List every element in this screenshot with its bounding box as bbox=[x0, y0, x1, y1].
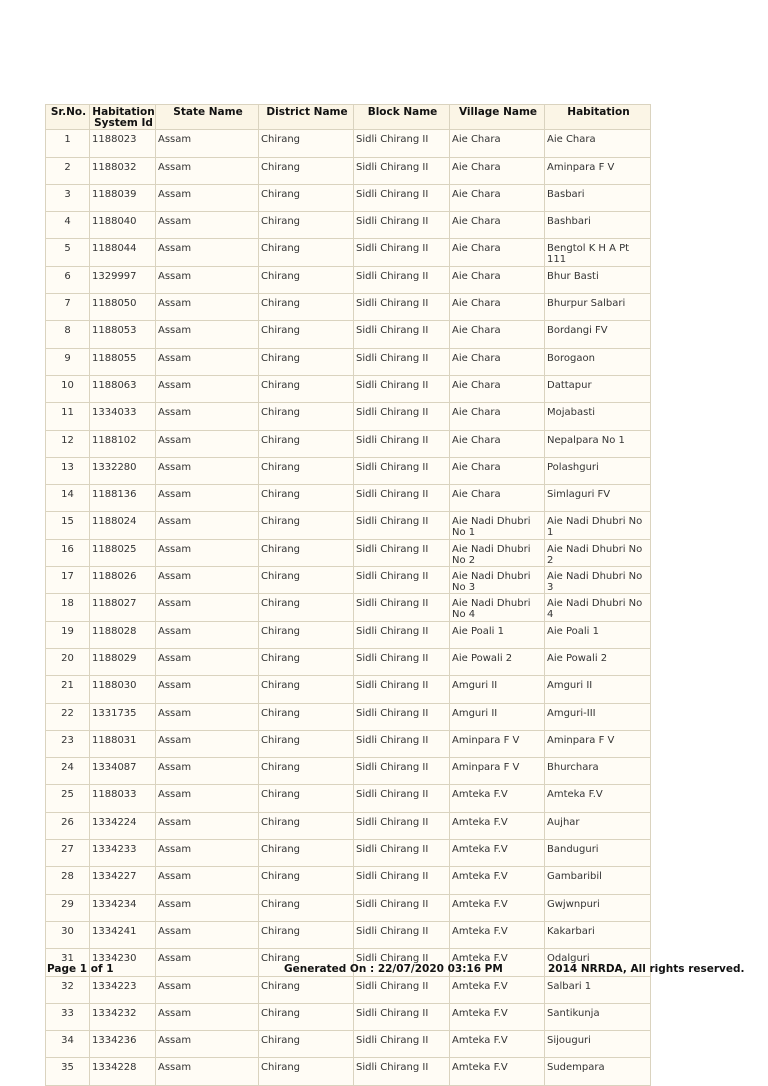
block-name-cell: Sidli Chirang II bbox=[354, 512, 450, 539]
sr-no-cell: 16 bbox=[46, 539, 90, 566]
block-name-cell: Sidli Chirang II bbox=[354, 621, 450, 648]
table-row bbox=[46, 812, 651, 839]
block-name-cell: Sidli Chirang II bbox=[354, 812, 450, 839]
table-row bbox=[46, 266, 651, 293]
block-name-cell: Sidli Chirang II bbox=[354, 921, 450, 948]
state-name-cell: Assam bbox=[156, 212, 259, 239]
village-name-cell: Aie Nadi Dhubri No 1 bbox=[450, 512, 545, 539]
habitation-cell: Bengtol K H A Pt 111 bbox=[545, 239, 651, 266]
district-name-cell: Chirang bbox=[259, 703, 354, 730]
sr-no-cell: 1 bbox=[46, 130, 90, 157]
block-name-cell: Sidli Chirang II bbox=[354, 676, 450, 703]
table-row bbox=[46, 648, 651, 675]
village-name-cell: Aie Chara bbox=[450, 375, 545, 402]
table-row bbox=[46, 485, 651, 512]
village-name-cell: Aie Powali 2 bbox=[450, 648, 545, 675]
state-name-cell: Assam bbox=[156, 785, 259, 812]
district-name-cell: Chirang bbox=[259, 266, 354, 293]
habitation-id-cell: 1188028 bbox=[90, 621, 156, 648]
state-name-cell: Assam bbox=[156, 621, 259, 648]
village-name-cell: Aie Chara bbox=[450, 348, 545, 375]
district-name-cell: Chirang bbox=[259, 157, 354, 184]
block-name-cell: Sidli Chirang II bbox=[354, 976, 450, 1003]
sr-no-cell: 34 bbox=[46, 1031, 90, 1058]
village-name-cell: Amteka F.V bbox=[450, 840, 545, 867]
habitation-cell: Bordangi FV bbox=[545, 321, 651, 348]
village-name-cell: Aminpara F V bbox=[450, 758, 545, 785]
state-name-cell: Assam bbox=[156, 758, 259, 785]
village-name-cell: Aie Chara bbox=[450, 403, 545, 430]
habitation-id-cell: 1188030 bbox=[90, 676, 156, 703]
habitation-cell: Aujhar bbox=[545, 812, 651, 839]
block-name-cell: Sidli Chirang II bbox=[354, 1031, 450, 1058]
state-name-cell: Assam bbox=[156, 894, 259, 921]
district-name-cell: Chirang bbox=[259, 567, 354, 594]
habitation-id-cell: 1188023 bbox=[90, 130, 156, 157]
habitation-cell: Borogaon bbox=[545, 348, 651, 375]
state-name-cell: Assam bbox=[156, 266, 259, 293]
village-name-cell: Amteka F.V bbox=[450, 785, 545, 812]
district-name-cell: Chirang bbox=[259, 840, 354, 867]
block-name-cell: Sidli Chirang II bbox=[354, 758, 450, 785]
habitation-id-cell: 1188044 bbox=[90, 239, 156, 266]
sr-no-cell: 26 bbox=[46, 812, 90, 839]
village-name-cell: Aie Nadi Dhubri No 4 bbox=[450, 594, 545, 621]
table-row bbox=[46, 157, 651, 184]
village-name-cell: Aie Poali 1 bbox=[450, 621, 545, 648]
habitation-table bbox=[45, 104, 651, 1086]
col-header-habitation: Habitation bbox=[545, 105, 651, 130]
table-row bbox=[46, 1031, 651, 1058]
table-row bbox=[46, 457, 651, 484]
state-name-cell: Assam bbox=[156, 512, 259, 539]
district-name-cell: Chirang bbox=[259, 539, 354, 566]
district-name-cell: Chirang bbox=[259, 921, 354, 948]
village-name-cell: Amguri II bbox=[450, 676, 545, 703]
table-row bbox=[46, 840, 651, 867]
habitation-cell: Santikunja bbox=[545, 1003, 651, 1030]
block-name-cell: Sidli Chirang II bbox=[354, 785, 450, 812]
sr-no-cell: 5 bbox=[46, 239, 90, 266]
sr-no-cell: 19 bbox=[46, 621, 90, 648]
village-name-cell: Aie Chara bbox=[450, 485, 545, 512]
habitation-cell: Bhur Basti bbox=[545, 266, 651, 293]
district-name-cell: Chirang bbox=[259, 1058, 354, 1085]
state-name-cell: Assam bbox=[156, 348, 259, 375]
habitation-cell: Aie Nadi Dhubri No 2 bbox=[545, 539, 651, 566]
sr-no-cell: 31 bbox=[46, 949, 90, 976]
habitation-id-cell: 1334227 bbox=[90, 867, 156, 894]
sr-no-cell: 9 bbox=[46, 348, 90, 375]
habitation-id-cell: 1188032 bbox=[90, 157, 156, 184]
state-name-cell: Assam bbox=[156, 239, 259, 266]
sr-no-cell: 18 bbox=[46, 594, 90, 621]
state-name-cell: Assam bbox=[156, 703, 259, 730]
habitation-cell: Dattapur bbox=[545, 375, 651, 402]
habitation-cell: Bashbari bbox=[545, 212, 651, 239]
habitation-id-cell: 1188050 bbox=[90, 294, 156, 321]
village-name-cell: Amteka F.V bbox=[450, 1003, 545, 1030]
block-name-cell: Sidli Chirang II bbox=[354, 212, 450, 239]
sr-no-cell: 12 bbox=[46, 430, 90, 457]
village-name-cell: Aie Chara bbox=[450, 239, 545, 266]
state-name-cell: Assam bbox=[156, 539, 259, 566]
village-name-cell: Aie Nadi Dhubri No 2 bbox=[450, 539, 545, 566]
block-name-cell: Sidli Chirang II bbox=[354, 703, 450, 730]
district-name-cell: Chirang bbox=[259, 1003, 354, 1030]
village-name-cell: Aie Chara bbox=[450, 157, 545, 184]
table-row bbox=[46, 239, 651, 266]
table-row bbox=[46, 130, 651, 157]
district-name-cell: Chirang bbox=[259, 594, 354, 621]
district-name-cell: Chirang bbox=[259, 457, 354, 484]
habitation-id-cell: 1188039 bbox=[90, 184, 156, 211]
habitation-id-cell: 1334228 bbox=[90, 1058, 156, 1085]
state-name-cell: Assam bbox=[156, 867, 259, 894]
col-header-sr-no: Sr.No. bbox=[46, 105, 90, 130]
village-name-cell: Amteka F.V bbox=[450, 949, 545, 976]
sr-no-cell: 27 bbox=[46, 840, 90, 867]
district-name-cell: Chirang bbox=[259, 812, 354, 839]
district-name-cell: Chirang bbox=[259, 676, 354, 703]
habitation-id-cell: 1329997 bbox=[90, 266, 156, 293]
sr-no-cell: 23 bbox=[46, 730, 90, 757]
block-name-cell: Sidli Chirang II bbox=[354, 348, 450, 375]
district-name-cell: Chirang bbox=[259, 512, 354, 539]
table-row bbox=[46, 184, 651, 211]
block-name-cell: Sidli Chirang II bbox=[354, 594, 450, 621]
block-name-cell: Sidli Chirang II bbox=[354, 840, 450, 867]
block-name-cell: Sidli Chirang II bbox=[354, 294, 450, 321]
table-row bbox=[46, 894, 651, 921]
habitation-id-cell: 1334233 bbox=[90, 840, 156, 867]
block-name-cell: Sidli Chirang II bbox=[354, 157, 450, 184]
district-name-cell: Chirang bbox=[259, 621, 354, 648]
habitation-cell: Aie Chara bbox=[545, 130, 651, 157]
state-name-cell: Assam bbox=[156, 130, 259, 157]
state-name-cell: Assam bbox=[156, 294, 259, 321]
habitation-cell: Bhurchara bbox=[545, 758, 651, 785]
village-name-cell: Amteka F.V bbox=[450, 1058, 545, 1085]
state-name-cell: Assam bbox=[156, 321, 259, 348]
sr-no-cell: 15 bbox=[46, 512, 90, 539]
village-name-cell: Amteka F.V bbox=[450, 894, 545, 921]
block-name-cell: Sidli Chirang II bbox=[354, 321, 450, 348]
block-name-cell: Sidli Chirang II bbox=[354, 567, 450, 594]
block-name-cell: Sidli Chirang II bbox=[354, 457, 450, 484]
sr-no-cell: 32 bbox=[46, 976, 90, 1003]
sr-no-cell: 4 bbox=[46, 212, 90, 239]
habitation-id-cell: 1188033 bbox=[90, 785, 156, 812]
state-name-cell: Assam bbox=[156, 840, 259, 867]
habitation-cell: Aie Nadi Dhubri No 3 bbox=[545, 567, 651, 594]
table-row bbox=[46, 867, 651, 894]
habitation-id-cell: 1334224 bbox=[90, 812, 156, 839]
state-name-cell: Assam bbox=[156, 1031, 259, 1058]
habitation-cell: Aie Powali 2 bbox=[545, 648, 651, 675]
sr-no-cell: 28 bbox=[46, 867, 90, 894]
col-header-village-name: Village Name bbox=[450, 105, 545, 130]
state-name-cell: Assam bbox=[156, 403, 259, 430]
village-name-cell: Amteka F.V bbox=[450, 867, 545, 894]
sr-no-cell: 17 bbox=[46, 567, 90, 594]
table-row bbox=[46, 512, 651, 539]
table-row bbox=[46, 730, 651, 757]
habitation-cell: Gambaribil bbox=[545, 867, 651, 894]
table-row bbox=[46, 676, 651, 703]
page-number: Page 1 of 1 bbox=[47, 963, 114, 975]
col-header-district-name: District Name bbox=[259, 105, 354, 130]
state-name-cell: Assam bbox=[156, 594, 259, 621]
block-name-cell: Sidli Chirang II bbox=[354, 730, 450, 757]
col-header-block-name: Block Name bbox=[354, 105, 450, 130]
state-name-cell: Assam bbox=[156, 184, 259, 211]
habitation-id-cell: 1188029 bbox=[90, 648, 156, 675]
village-name-cell: Aie Chara bbox=[450, 321, 545, 348]
block-name-cell: Sidli Chirang II bbox=[354, 1003, 450, 1030]
habitation-cell: Amteka F.V bbox=[545, 785, 651, 812]
village-name-cell: Aie Chara bbox=[450, 212, 545, 239]
sr-no-cell: 30 bbox=[46, 921, 90, 948]
habitation-id-cell: 1188027 bbox=[90, 594, 156, 621]
habitation-id-cell: 1332280 bbox=[90, 457, 156, 484]
state-name-cell: Assam bbox=[156, 921, 259, 948]
table-row bbox=[46, 1003, 651, 1030]
district-name-cell: Chirang bbox=[259, 785, 354, 812]
district-name-cell: Chirang bbox=[259, 184, 354, 211]
habitation-id-cell: 1334230 bbox=[90, 949, 156, 976]
habitation-id-cell: 1188053 bbox=[90, 321, 156, 348]
table-row bbox=[46, 539, 651, 566]
sr-no-cell: 7 bbox=[46, 294, 90, 321]
state-name-cell: Assam bbox=[156, 1003, 259, 1030]
table-row bbox=[46, 594, 651, 621]
state-name-cell: Assam bbox=[156, 1058, 259, 1085]
block-name-cell: Sidli Chirang II bbox=[354, 239, 450, 266]
sr-no-cell: 11 bbox=[46, 403, 90, 430]
sr-no-cell: 22 bbox=[46, 703, 90, 730]
sr-no-cell: 25 bbox=[46, 785, 90, 812]
table-row bbox=[46, 785, 651, 812]
block-name-cell: Sidli Chirang II bbox=[354, 403, 450, 430]
habitation-cell: Aie Nadi Dhubri No 1 bbox=[545, 512, 651, 539]
district-name-cell: Chirang bbox=[259, 403, 354, 430]
table-row bbox=[46, 758, 651, 785]
block-name-cell: Sidli Chirang II bbox=[354, 539, 450, 566]
habitation-cell: Salbari 1 bbox=[545, 976, 651, 1003]
sr-no-cell: 10 bbox=[46, 375, 90, 402]
table-row bbox=[46, 567, 651, 594]
habitation-id-cell: 1188136 bbox=[90, 485, 156, 512]
habitation-id-cell: 1334241 bbox=[90, 921, 156, 948]
sr-no-cell: 13 bbox=[46, 457, 90, 484]
block-name-cell: Sidli Chirang II bbox=[354, 130, 450, 157]
district-name-cell: Chirang bbox=[259, 894, 354, 921]
block-name-cell: Sidli Chirang II bbox=[354, 1058, 450, 1085]
sr-no-cell: 33 bbox=[46, 1003, 90, 1030]
block-name-cell: Sidli Chirang II bbox=[354, 485, 450, 512]
village-name-cell: Amteka F.V bbox=[450, 1031, 545, 1058]
district-name-cell: Chirang bbox=[259, 375, 354, 402]
habitation-id-cell: 1334033 bbox=[90, 403, 156, 430]
sr-no-cell: 14 bbox=[46, 485, 90, 512]
village-name-cell: Aie Chara bbox=[450, 184, 545, 211]
habitation-cell: Simlaguri FV bbox=[545, 485, 651, 512]
sr-no-cell: 29 bbox=[46, 894, 90, 921]
habitation-cell: Nepalpara No 1 bbox=[545, 430, 651, 457]
village-name-cell: Amteka F.V bbox=[450, 976, 545, 1003]
village-name-cell: Aie Chara bbox=[450, 294, 545, 321]
district-name-cell: Chirang bbox=[259, 648, 354, 675]
state-name-cell: Assam bbox=[156, 730, 259, 757]
block-name-cell: Sidli Chirang II bbox=[354, 375, 450, 402]
district-name-cell: Chirang bbox=[259, 949, 354, 976]
village-name-cell: Amteka F.V bbox=[450, 921, 545, 948]
table-row bbox=[46, 430, 651, 457]
village-name-cell: Aie Chara bbox=[450, 130, 545, 157]
habitation-cell: Aminpara F V bbox=[545, 730, 651, 757]
block-name-cell: Sidli Chirang II bbox=[354, 184, 450, 211]
habitation-id-cell: 1334223 bbox=[90, 976, 156, 1003]
village-name-cell: Aie Chara bbox=[450, 430, 545, 457]
state-name-cell: Assam bbox=[156, 567, 259, 594]
habitation-id-cell: 1188102 bbox=[90, 430, 156, 457]
district-name-cell: Chirang bbox=[259, 730, 354, 757]
block-name-cell: Sidli Chirang II bbox=[354, 430, 450, 457]
habitation-id-cell: 1188031 bbox=[90, 730, 156, 757]
habitation-id-cell: 1188040 bbox=[90, 212, 156, 239]
habitation-cell: Basbari bbox=[545, 184, 651, 211]
table-row bbox=[46, 976, 651, 1003]
sr-no-cell: 2 bbox=[46, 157, 90, 184]
habitation-id-cell: 1334087 bbox=[90, 758, 156, 785]
table-row bbox=[46, 621, 651, 648]
habitation-id-cell: 1334234 bbox=[90, 894, 156, 921]
col-header-state-name: State Name bbox=[156, 105, 259, 130]
state-name-cell: Assam bbox=[156, 375, 259, 402]
habitation-cell: Amguri II bbox=[545, 676, 651, 703]
state-name-cell: Assam bbox=[156, 157, 259, 184]
state-name-cell: Assam bbox=[156, 676, 259, 703]
habitation-cell: Gwjwnpuri bbox=[545, 894, 651, 921]
state-name-cell: Assam bbox=[156, 976, 259, 1003]
village-name-cell: Amguri II bbox=[450, 703, 545, 730]
district-name-cell: Chirang bbox=[259, 239, 354, 266]
habitation-id-cell: 1188024 bbox=[90, 512, 156, 539]
habitation-id-cell: 1188063 bbox=[90, 375, 156, 402]
habitation-id-cell: 1334236 bbox=[90, 1031, 156, 1058]
sr-no-cell: 8 bbox=[46, 321, 90, 348]
block-name-cell: Sidli Chirang II bbox=[354, 648, 450, 675]
table-row bbox=[46, 348, 651, 375]
habitation-cell: Polashguri bbox=[545, 457, 651, 484]
habitation-cell: Aie Nadi Dhubri No 4 bbox=[545, 594, 651, 621]
district-name-cell: Chirang bbox=[259, 976, 354, 1003]
state-name-cell: Assam bbox=[156, 485, 259, 512]
habitation-id-cell: 1188026 bbox=[90, 567, 156, 594]
district-name-cell: Chirang bbox=[259, 867, 354, 894]
table-header-row bbox=[46, 105, 651, 130]
habitation-id-cell: 1334232 bbox=[90, 1003, 156, 1030]
district-name-cell: Chirang bbox=[259, 130, 354, 157]
habitation-cell: Mojabasti bbox=[545, 403, 651, 430]
table-row bbox=[46, 703, 651, 730]
state-name-cell: Assam bbox=[156, 457, 259, 484]
copyright-notice: 2014 NRRDA, All rights reserved. bbox=[548, 963, 745, 975]
table-row bbox=[46, 403, 651, 430]
sr-no-cell: 21 bbox=[46, 676, 90, 703]
village-name-cell: Aie Chara bbox=[450, 266, 545, 293]
table-row bbox=[46, 1058, 651, 1085]
generated-on: Generated On : 22/07/2020 03:16 PM bbox=[284, 963, 503, 975]
district-name-cell: Chirang bbox=[259, 212, 354, 239]
district-name-cell: Chirang bbox=[259, 485, 354, 512]
district-name-cell: Chirang bbox=[259, 348, 354, 375]
sr-no-cell: 20 bbox=[46, 648, 90, 675]
district-name-cell: Chirang bbox=[259, 1031, 354, 1058]
habitation-cell: Aie Poali 1 bbox=[545, 621, 651, 648]
habitation-cell: Sudempara bbox=[545, 1058, 651, 1085]
block-name-cell: Sidli Chirang II bbox=[354, 949, 450, 976]
table-row bbox=[46, 921, 651, 948]
block-name-cell: Sidli Chirang II bbox=[354, 894, 450, 921]
habitation-cell: Aminpara F V bbox=[545, 157, 651, 184]
habitation-id-cell: 1188025 bbox=[90, 539, 156, 566]
block-name-cell: Sidli Chirang II bbox=[354, 867, 450, 894]
village-name-cell: Aminpara F V bbox=[450, 730, 545, 757]
table-row bbox=[46, 294, 651, 321]
state-name-cell: Assam bbox=[156, 949, 259, 976]
col-header-habitation-system-id: Habitation System Id bbox=[90, 105, 156, 130]
habitation-cell: Bhurpur Salbari bbox=[545, 294, 651, 321]
district-name-cell: Chirang bbox=[259, 294, 354, 321]
habitation-cell: Sijouguri bbox=[545, 1031, 651, 1058]
table-row bbox=[46, 321, 651, 348]
habitation-cell: Amguri-III bbox=[545, 703, 651, 730]
state-name-cell: Assam bbox=[156, 430, 259, 457]
district-name-cell: Chirang bbox=[259, 321, 354, 348]
state-name-cell: Assam bbox=[156, 812, 259, 839]
block-name-cell: Sidli Chirang II bbox=[354, 266, 450, 293]
sr-no-cell: 24 bbox=[46, 758, 90, 785]
sr-no-cell: 6 bbox=[46, 266, 90, 293]
habitation-id-cell: 1188055 bbox=[90, 348, 156, 375]
village-name-cell: Aie Chara bbox=[450, 457, 545, 484]
sr-no-cell: 3 bbox=[46, 184, 90, 211]
district-name-cell: Chirang bbox=[259, 430, 354, 457]
sr-no-cell: 35 bbox=[46, 1058, 90, 1085]
habitation-cell: Banduguri bbox=[545, 840, 651, 867]
table-row bbox=[46, 375, 651, 402]
habitation-id-cell: 1331735 bbox=[90, 703, 156, 730]
district-name-cell: Chirang bbox=[259, 758, 354, 785]
village-name-cell: Amteka F.V bbox=[450, 812, 545, 839]
habitation-cell: Kakarbari bbox=[545, 921, 651, 948]
habitation-cell: Odalguri bbox=[545, 949, 651, 976]
state-name-cell: Assam bbox=[156, 648, 259, 675]
village-name-cell: Aie Nadi Dhubri No 3 bbox=[450, 567, 545, 594]
table-row bbox=[46, 212, 651, 239]
